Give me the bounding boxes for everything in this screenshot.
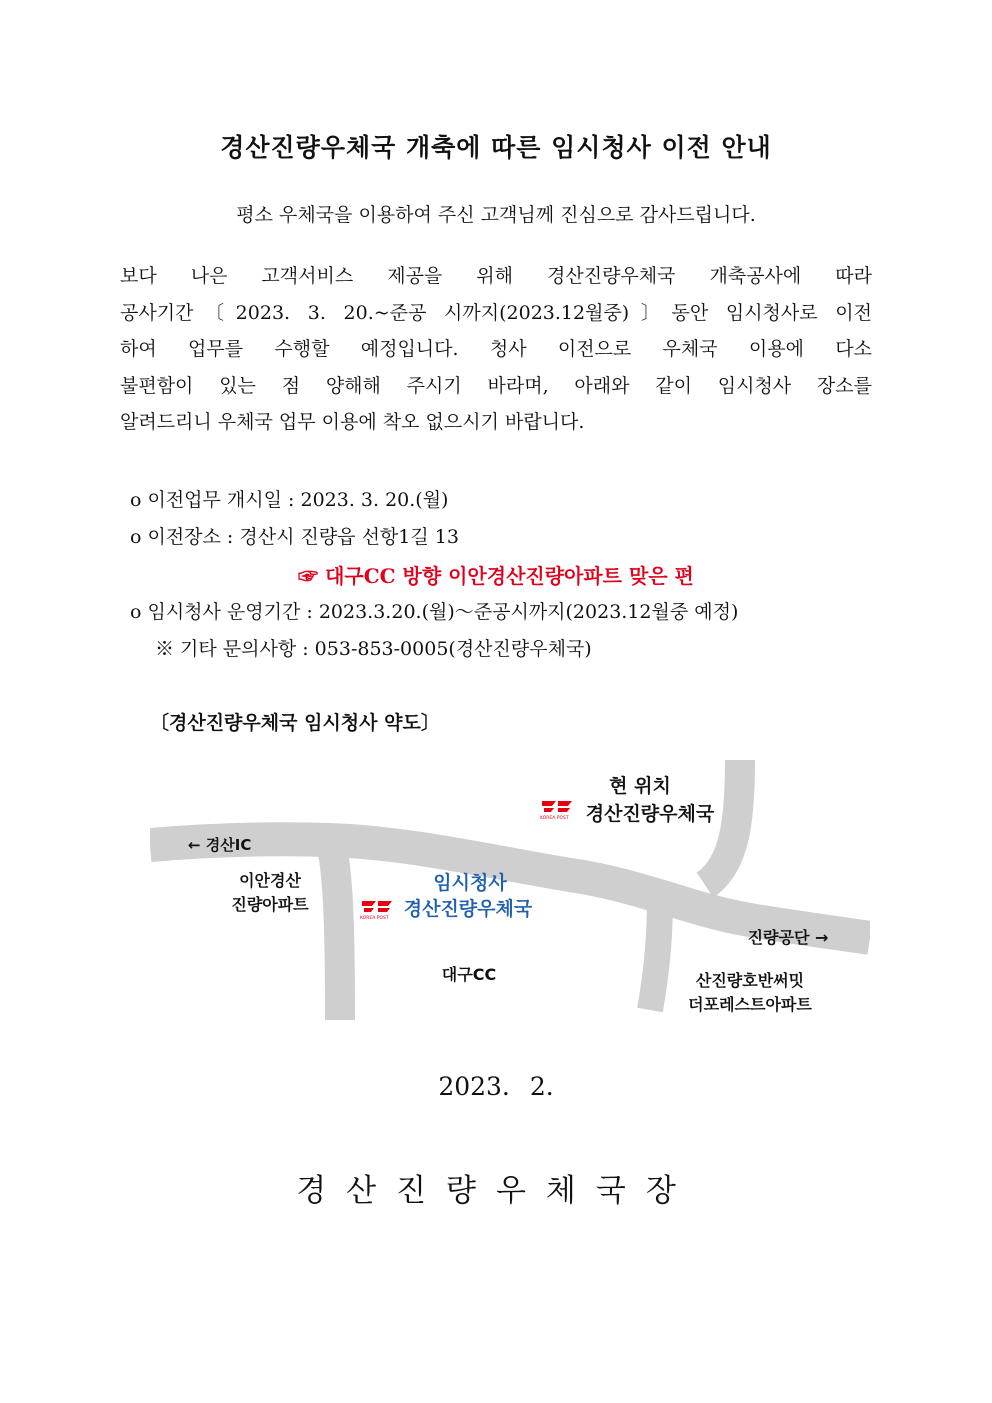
- label-forest-apt-1: 산진량호반써밋: [695, 971, 805, 990]
- info-location: o 이전장소 : 경산시 진량읍 선항1길 13: [130, 526, 459, 548]
- map-caption: 〔경산진량우체국 임시청사 약도〕: [150, 712, 440, 734]
- label-gyeongsan-ic: ← 경산IC: [188, 836, 252, 854]
- body-line: 하여 업무를 수행할 예정입니다. 청사 이전으로 우체국 이용에 다소: [120, 338, 872, 360]
- info-contact: ※ 기타 문의사항 : 053-853-0005(경산진량우체국): [155, 638, 592, 660]
- notice-date: 2023. 2.: [438, 1072, 554, 1101]
- direction-note: ☞ 대구CC 방향 이안경산진량아파트 맞은 편: [298, 564, 694, 588]
- post-logo-icon: [362, 901, 392, 912]
- road-forest: [650, 895, 660, 1010]
- label-ian-apt-2: 진량아파트: [231, 895, 309, 914]
- notice-body: [120, 258, 872, 441]
- label-daegu-cc: 대구CC: [441, 965, 497, 984]
- label-forest-apt-2: 더포레스트아파트: [688, 995, 812, 1014]
- label-industrial: 진량공단 →: [747, 928, 829, 947]
- post-logo-text: KOREA POST: [540, 816, 569, 821]
- label-temp-office-1: 임시청사: [433, 872, 507, 894]
- road-daegu-cc: [330, 838, 340, 1020]
- body-line: 불편함이 있는 점 양해해 주시기 바라며, 아래와 같이 임시청사 장소를: [120, 374, 872, 397]
- greeting-text: 평소 우체국을 이용하여 주신 고객님께 진심으로 감사드립니다.: [236, 204, 756, 226]
- location-map: [150, 760, 870, 1025]
- map-drawing: [150, 760, 870, 1025]
- post-logo-text: KOREA POST: [360, 916, 389, 921]
- label-temp-office-2: 경산진량우체국: [403, 898, 533, 920]
- body-line: 공사기간〔2023. 3. 20.~준공 시까지(2023.12월중)〕동안 임시청사로 이전: [120, 301, 872, 324]
- info-period: o 임시청사 운영기간 : 2023.3.20.(월)～준공시까지(2023.12월중 예정): [130, 601, 739, 623]
- notice-title: 경산진량우체국 개축에 따른 임시청사 이전 안내: [220, 133, 772, 162]
- info-start-date: o 이전업무 개시일 : 2023. 3. 20.(월): [130, 489, 449, 511]
- label-current-2: 경산진량우체국: [585, 803, 715, 825]
- signature: 경산진량우체국장: [296, 1173, 696, 1209]
- body-line: 보다 나은 고객서비스 제공을 위해 경산진량우체국 개축공사에 따라: [120, 265, 872, 287]
- label-ian-apt-1: 이안경산: [239, 871, 301, 890]
- post-logo-icon: [540, 798, 574, 814]
- label-current-1: 현 위치: [609, 775, 671, 797]
- body-line: 알려드리니 우체국 업무 이용에 착오 없으시기 바랍니다.: [120, 411, 585, 433]
